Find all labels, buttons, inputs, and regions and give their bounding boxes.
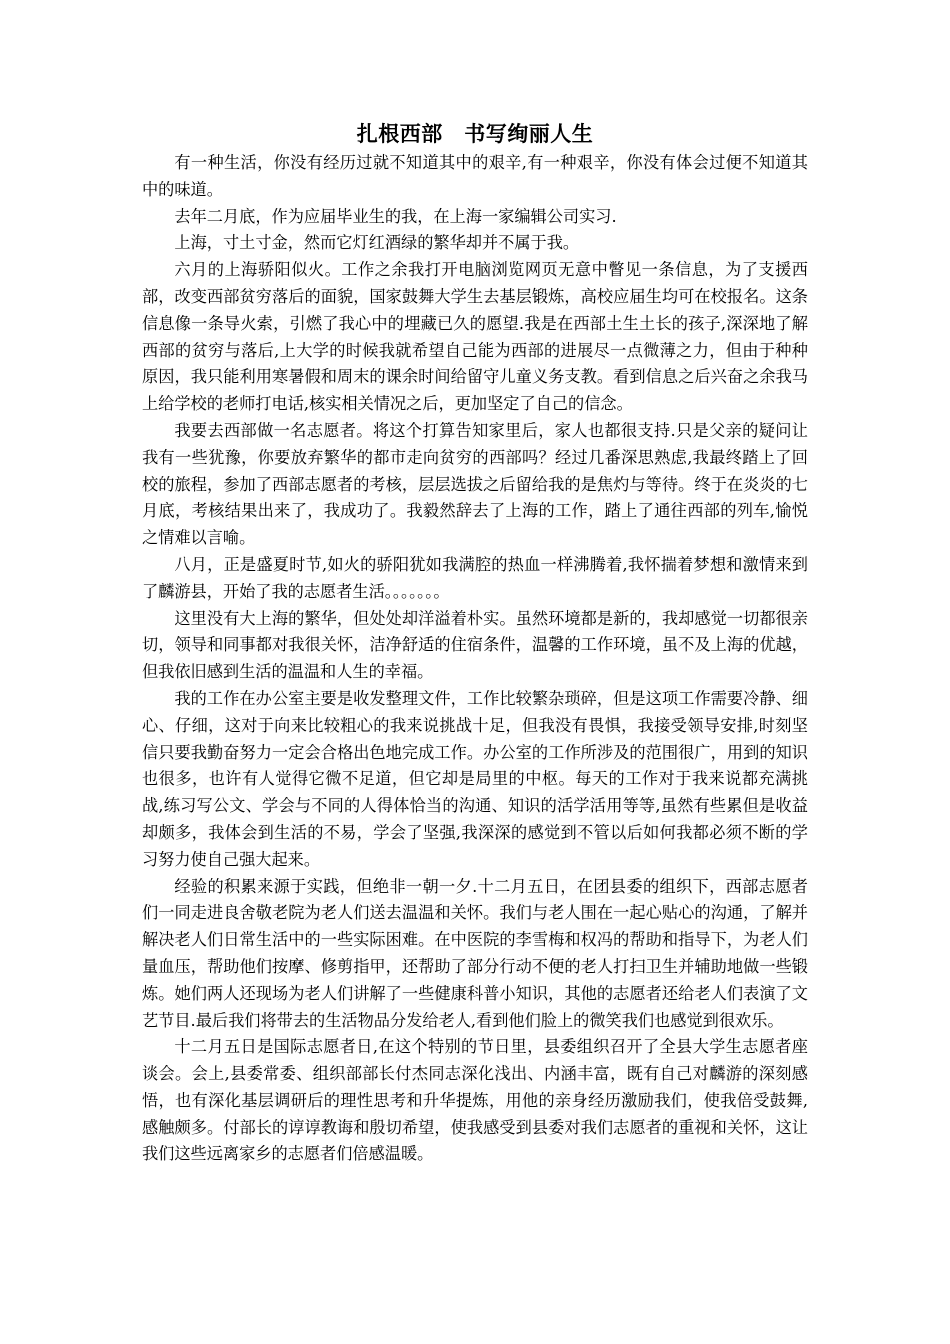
document-title: 扎根西部 书写绚丽人生 [356, 122, 594, 146]
paragraph-2: 去年二月底，作为应届毕业生的我，在上海一家编辑公司实习. [174, 206, 617, 226]
paragraph-3: 上海，寸土寸金，然而它灯红酒绿的繁华却并不属于我。 [174, 233, 580, 253]
paragraph-10: 十二月五日是国际志愿者日,在这个特别的节日里，县委组织召开了全县大学生志愿者座谈会。会上,县委常委、组织部部长付杰同志深化浅出、内涵丰富，既有自己对麟游的深刻感悟，也有深化基层调研后的理性思考和升华提炼，用他的亲身经历激励我们，使我倍受鼓舞,感触颇多。付部长的谆谆教诲和殷切希望，使我感受到县委对我们志愿者的重视和关怀，这让我们这些远离家乡的志愿者们倍感温暖。 [142, 1037, 808, 1164]
paragraph-1: 有一种生活，你没有经历过就不知道其中的艰辛,有一种艰辛，你没有体会过便不知道其中的味道。 [142, 153, 808, 199]
paragraph-6: 八月，正是盛夏时节,如火的骄阳犹如我满腔的热血一样沸腾着,我怀揣着梦想和激情来到了麟游县，开始了我的志愿者生活。。。。。。。 [142, 554, 808, 601]
paragraph-4: 六月的上海骄阳似火。工作之余我打开电脑浏览网页无意中瞥见一条信息，为了支援西部，改变西部贫穷落后的面貌，国家鼓舞大学生去基层锻炼，高校应届生均可在校报名。这条信息像一条导火索，引燃了我心中的埋藏已久的愿望.我是在西部土生土长的孩子,深深地了解西部的贫穷与落后,上大学的时候我就希望自己能为西部的进展尽一点微薄之力，但由于种种原因，我只能利用寒暑假和周末的课余时间给留守儿童义务支教。看到信息之后兴奋之余我马上给学校的老师打电话,核实相关情况之后，更加坚定了自己的信念。 [142, 260, 808, 414]
paragraph-9: 经验的积累来源于实践，但绝非一朝一夕.十二月五日，在团县委的组织下，西部志愿者们一同走进良舍敬老院为老人们送去温温和关怀。我们与老人围在一起心贴心的沟通，了解并解决老人们日常生活中的一些实际困难。在中医院的李雪梅和权冯的帮助和指导下，为老人们量血压，帮助他们按摩、修剪指甲，还帮助了部分行动不便的老人打扫卫生并辅助地做一些锻炼。她们两人还现场为老人们讲解了一些健康科普小知识，其他的志愿者还给老人们表演了文艺节目.最后我们将带去的生活物品分发给老人,看到他们脸上的微笑我们也感觉到很欢乐。 [142, 876, 808, 1030]
paragraph-7: 这里没有大上海的繁华，但处处却洋溢着朴实。虽然环境都是新的，我却感觉一切都很亲切，领导和同事都对我很关怀，洁净舒适的住宿条件，温馨的工作环境，虽不及上海的优越，但我依旧感到生活的温温和人生的幸福。 [142, 608, 808, 682]
document-page [142, 118, 808, 1168]
paragraph-8: 我的工作在办公室主要是收发整理文件，工作比较繁杂琐碎，但是这项工作需要冷静、细心、仔细，这对于向来比较粗心的我来说挑战十足，但我没有畏惧，我接受领导安排,时刻坚信只要我勤奋努力一定会合格出色地完成工作。办公室的工作所涉及的范围很广，用到的知识也很多，也许有人觉得它微不足道，但它却是局里的中枢。每天的工作对于我来说都充满挑战,练习写公文、学会与不同的人得体恰当的沟通、知识的活学活用等等,虽然有些累但是收益却颇多，我体会到生活的不易，学会了坚强,我深深的感觉到不管以后如何我都必须不断的学习努力使自己强大起来。 [142, 688, 808, 869]
paragraph-5: 我要去西部做一名志愿者。将这个打算告知家里后，家人也都很支持.只是父亲的疑问让我有一些犹豫，你要放弃繁华的都市走向贫穷的西部吗？经过几番深思熟虑,我最终踏上了回校的旅程，参加了西部志愿者的考核，层层选拔之后留给我的是焦灼与等待。终于在炎炎的七月底，考核结果出来了，我成功了。我毅然辞去了上海的工作，踏上了通往西部的列车,愉悦之情难以言喻。 [142, 420, 808, 548]
